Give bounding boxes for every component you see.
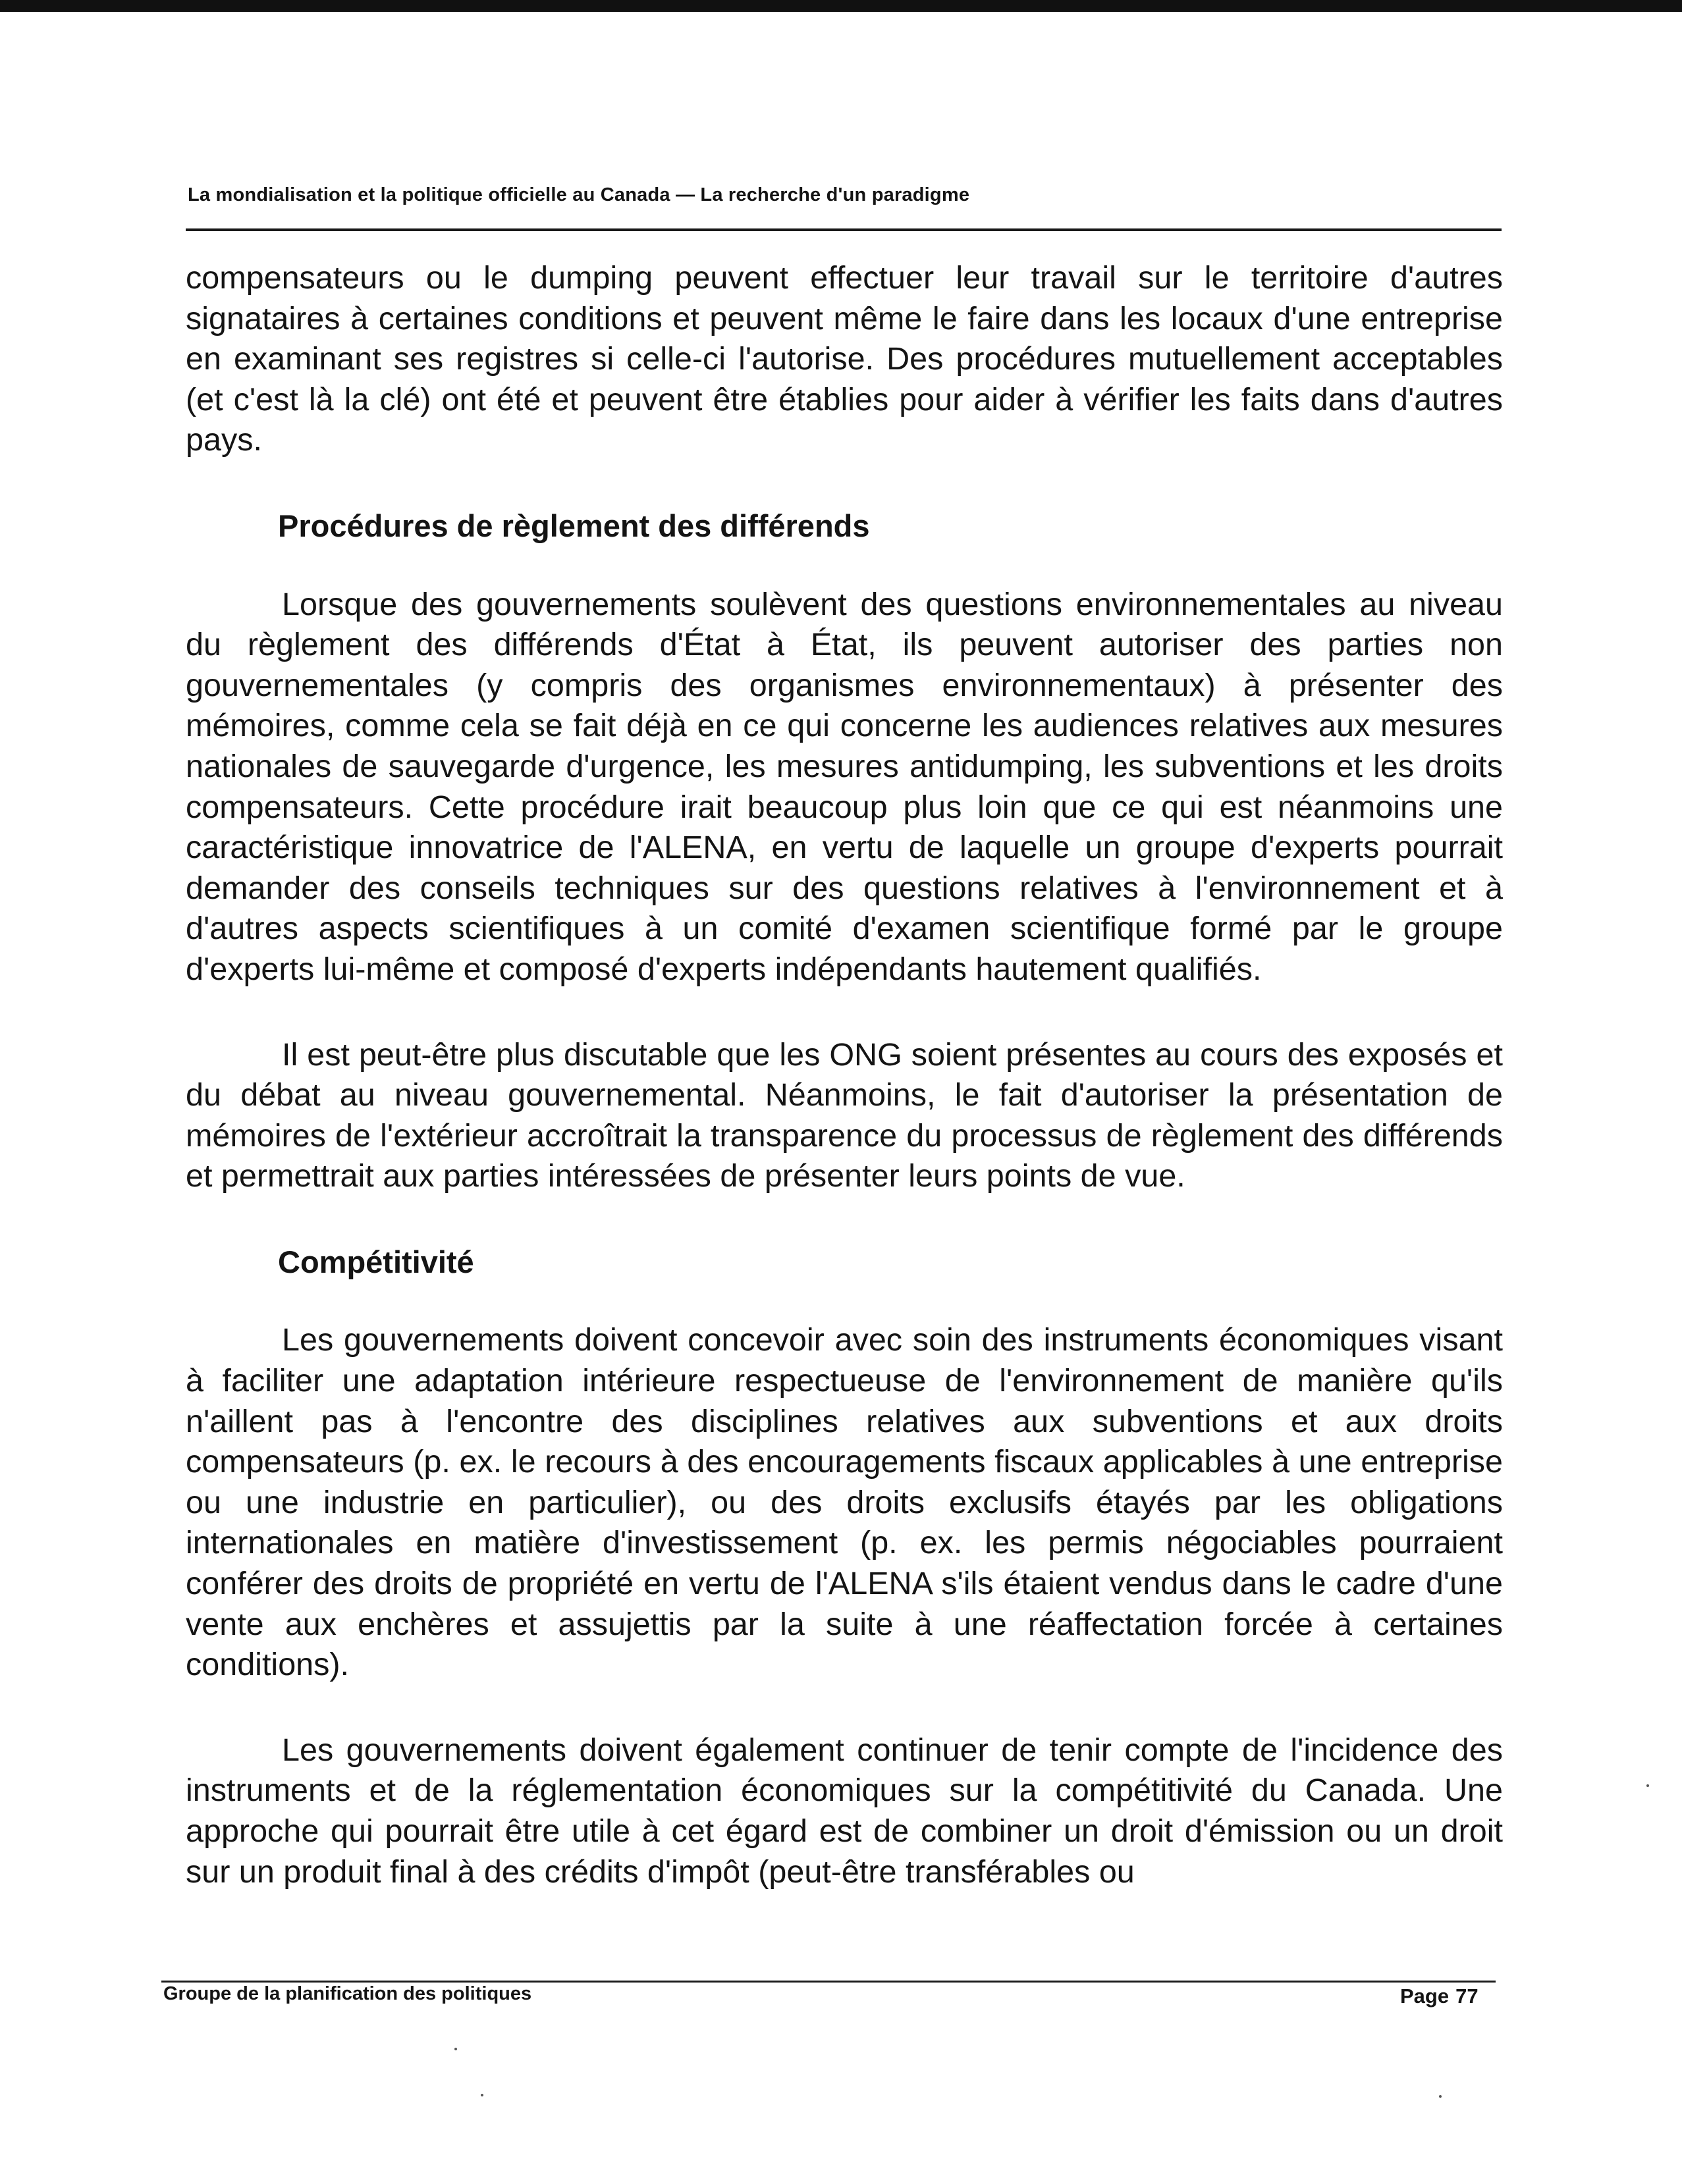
running-footer: Groupe de la planification des politiques bbox=[163, 1983, 532, 2004]
section-heading-dispute-settlement: Procédures de règlement des différends bbox=[278, 508, 870, 543]
page-label: Page bbox=[1400, 1984, 1450, 2008]
scan-top-border bbox=[0, 0, 1682, 12]
paragraph-competitiveness-impact: Les gouvernements doivent également continuer de tenir compte de l'incidence des instruments et de la réglementation économiques sur la compétitivité du Canada. Une approche qui pourrait être utile à cet égard est de combiner un droit d'émission ou un droit sur un produit final à des crédits d'impôt (peut-être transférables ou bbox=[186, 1732, 1503, 1890]
running-header: La mondialisation et la politique officielle au Canada — La recherche d'un paradigme bbox=[188, 184, 970, 205]
footer-rule bbox=[161, 1981, 1496, 1983]
paragraph-continuation: compensateurs ou le dumping peuvent effectuer leur travail sur le territoire d'autres signataires à certaines conditions et peuvent même le faire dans les locaux d'une entreprise en examinant ses registres si celle-ci l'autorise. Des procédures mutuellement acceptables (et c'est là la clé) ont été et peuvent être établies pour aider à vérifier les faits dans d'autres pays. bbox=[186, 260, 1503, 458]
page-number bbox=[1394, 1984, 1479, 2008]
scan-speck bbox=[481, 2094, 483, 2096]
paragraph-dispute-settlement: Lorsque des gouvernements soulèvent des questions environnementales au niveau du règlement des différends d'État à État, ils peuvent autoriser des parties non gouvernementales (y compris des organismes environnementaux) à présenter des mémoires, comme cela se fait déjà en ce qui concerne les audiences relatives aux mesures nationales de sauvegarde d'urgence, les mesures antidumping, les subventions et les droits compensateurs. Cette procédure irait beaucoup plus loin que ce qui est néanmoins une caractéristique innovatrice de l'ALENA, en vertu de laquelle un groupe d'experts pourrait demander des conseils techniques sur des questions relatives à l'environnement et à d'autres aspects scientifiques à un comité d'examen scientifique formé par le groupe d'experts lui-même et composé d'experts indépendants hautement qualifiés. bbox=[186, 586, 1503, 987]
scan-speck bbox=[454, 2048, 457, 2050]
paragraph-ngo-presence: Il est peut-être plus discutable que les ONG soient présentes au cours des exposés et du débat au niveau gouvernemental. Néanmoins, le fait d'autoriser la présentation de mémoires de l'extérieur accroîtrait la transparence du processus de règlement des différends et permettrait aux parties intéressées de présenter leurs points de vue. bbox=[186, 1036, 1503, 1194]
header-rule bbox=[186, 228, 1502, 231]
section-heading-competitiveness: Compétitivité bbox=[278, 1244, 474, 1279]
page-number-value: 77 bbox=[1455, 1984, 1479, 2008]
scan-speck bbox=[1439, 2095, 1442, 2098]
paragraph-economic-instruments: Les gouvernements doivent concevoir avec soin des instruments économiques visant à faciliter une adaptation intérieure respectueuse de l'environnement de manière qu'ils n'aillent pas à l'encontre des disciplines relatives aux subventions et aux droits compensateurs (p. ex. le recours à des encouragements fiscaux applicables à une entreprise ou une industrie en particulier), ou des droits exclusifs étayés par les obligations internationales en matière d'investissement (p. ex. les permis négociables pourraient conférer des droits de propriété en vertu de l'ALENA s'ils étaient vendus dans le cadre d'une vente aux enchères et assujettis par la suite à une réaffectation forcée à certaines conditions). bbox=[186, 1322, 1503, 1683]
page-body bbox=[186, 258, 1503, 1892]
scan-speck bbox=[1646, 1784, 1649, 1787]
